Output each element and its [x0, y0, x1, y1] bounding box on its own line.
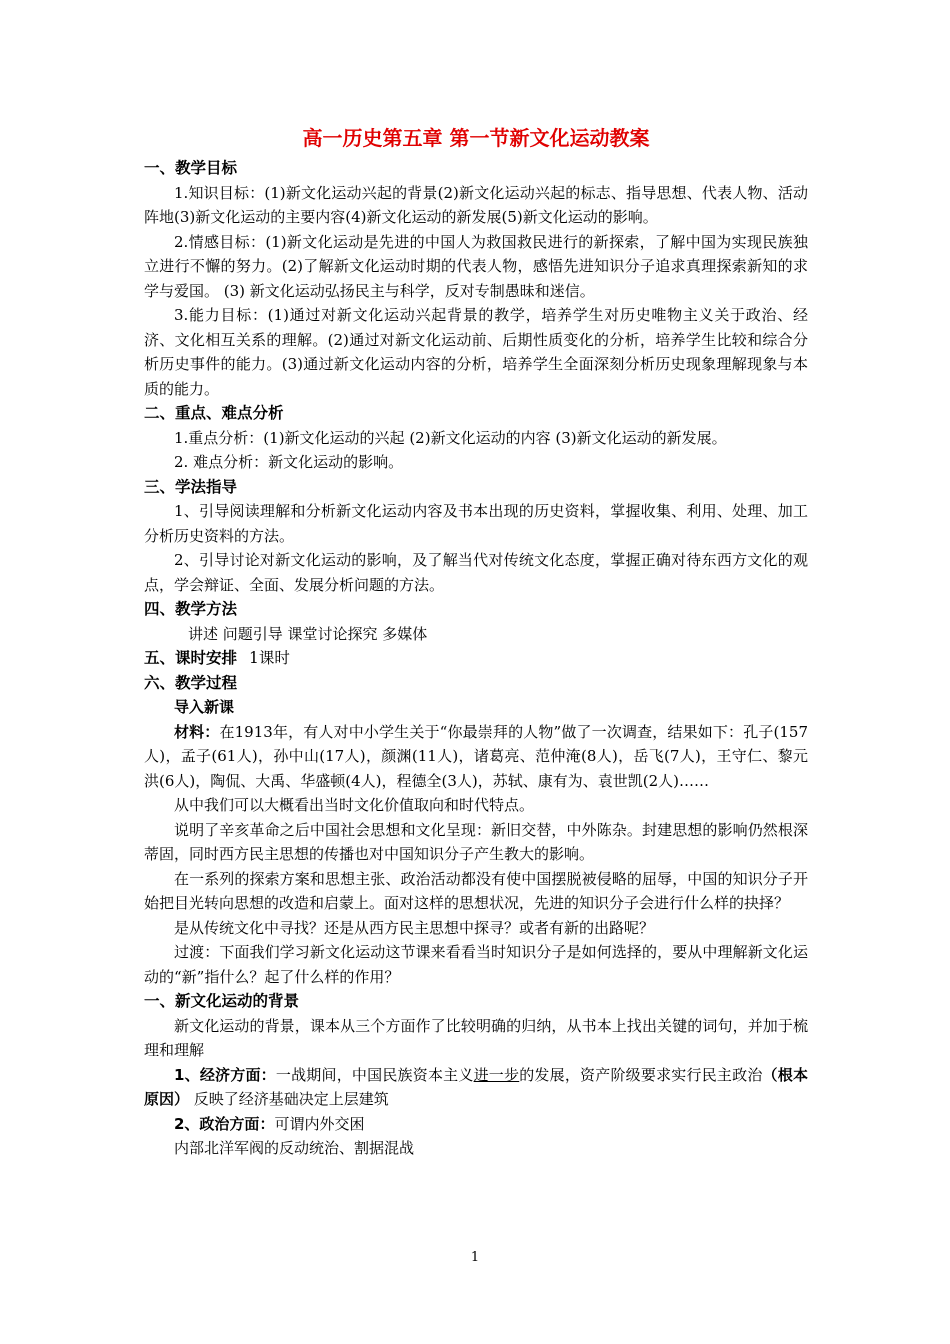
- paragraph-process-3: 在一系列的探索方案和思想主张、政治活动都没有使中国摆脱被侵略的屈辱，中国的知识分子开始把目光转向思想的改造和启蒙上。面对这样的思想状况，先进的知识分子会进行什么样的抉择？: [144, 869, 808, 912]
- economy-text-b: 的发展，资产阶级要求实行民主政治: [519, 1065, 763, 1084]
- schedule-value: 1课时: [249, 649, 290, 667]
- paragraph-background-intro: 新文化运动的背景，课本从三个方面作了比较明确的归纳，从书本上找出关键的词句，并加于梳理和理解: [144, 1016, 808, 1059]
- section-heading-schedule: [144, 646, 808, 671]
- paragraph-ability-goal: 3.能力目标：(1)通过对新文化运动兴起背景的教学，培养学生对历史唯物主义关于政治、经济、文化相互关系的理解。(2)通过对新文化运动前、后期性质变化的分析，培养学生比较和综合分析历史事件的能力。(3)通过新文化运动内容的分析，培养学生全面深刻分析历史现象理解现象与本质的能力。: [144, 306, 808, 398]
- paragraph-politics-detail: 内部北洋军阀的反动统治、割据混战: [174, 1139, 415, 1157]
- section-heading-objectives: 一、教学目标: [144, 159, 238, 177]
- paragraph-methods: 讲述 问题引导 课堂讨论探究 多媒体: [188, 624, 428, 643]
- paragraph-politics: [144, 1112, 808, 1137]
- document-page: [144, 118, 808, 1161]
- paragraph-process-4: 是从传统文化中寻找？还是从西方民主思想中探寻？或者有新的出路呢？: [174, 918, 655, 937]
- paragraph-emotion-goal: 2.情感目标：(1)新文化运动是先进的中国人为救国救民进行的新探索，了解中国为实现民族独立进行不懈的努力。(2)了解新文化运动时期的代表人物，感悟先进知识分子追求真理探索新知的求学与爱国。 (3) 新文化运动弘扬民主与科学，反对专制愚昧和迷信。: [144, 232, 808, 300]
- material-text: 在1913年，有人对中小学生关于“你最崇拜的人物”做了一次调查，结果如下：孔子(157人)，孟子(61人)，孙中山(17人)，颜渊(11人)，诸葛亮、范仲淹(8人)，岳飞(7人)，王守仁、黎元洪(6人)，陶侃、大禹、华盛顿(4人)，程德全(3人)，苏轼、康有为、袁世凯(2人)……: [144, 722, 808, 790]
- paragraph-difficulty-analysis: 2. 难点分析：新文化运动的影响。: [174, 453, 404, 471]
- material-label: 材料：: [174, 722, 220, 741]
- section-heading-methods: 四、教学方法: [144, 600, 238, 618]
- paragraph-process-5: 过渡：下面我们学习新文化运动这节课来看看当时知识分子是如何选择的，要从中理解新文化运动的“新”指什么？起了什么样的作用？: [144, 943, 808, 986]
- politics-label: 2、政治方面：: [174, 1114, 275, 1133]
- paragraph-process-1: 从中我们可以大概看出当时文化价值取向和时代特点。: [174, 796, 535, 814]
- economy-text-c: 反映了经济基础决定上层建筑: [189, 1090, 389, 1108]
- paragraph-process-2: 说明了辛亥革命之后中国社会思想和文化呈现：新旧交替，中外陈杂。封建思想的影响仍然根深蒂固，同时西方民主思想的传播也对中国知识分子产生教大的影响。: [144, 820, 808, 863]
- document-title: 高一历史第五章 第一节新文化运动教案: [302, 126, 650, 150]
- section-heading-process: 六、教学过程: [144, 673, 238, 692]
- section-heading-key-points: 二、重点、难点分析: [144, 404, 284, 422]
- economy-root-cause: （根本原因）: [144, 1065, 808, 1108]
- schedule-label: 五、课时安排: [144, 649, 238, 667]
- paragraph-key-analysis: 1.重点分析：(1)新文化运动的兴起 (2)新文化运动的内容 (3)新文化运动的新发展。: [174, 428, 727, 447]
- paragraph-study-guide-2: 2、引导讨论对新文化运动的影响，及了解当代对传统文化态度，掌握正确对待东西方文化的观点，学会辩证、全面、发展分析问题的方法。: [144, 551, 808, 594]
- page-number: 1: [470, 1250, 480, 1265]
- subheading-intro: 导入新课: [174, 698, 235, 716]
- economy-text-underlined: 进一步: [473, 1065, 520, 1084]
- paragraph-knowledge-goal: 1.知识目标：(1)新文化运动兴起的背景(2)新文化运动兴起的标志、指导思想、代表人物、活动阵地(3)新文化运动的主要内容(4)新文化运动的新发展(5)新文化运动的影响。: [144, 183, 808, 226]
- paragraph-material: [144, 720, 808, 794]
- section-heading-background: 一、新文化运动的背景: [144, 992, 300, 1010]
- politics-text: 可谓内外交困: [274, 1114, 365, 1133]
- paragraph-economy: [144, 1063, 808, 1112]
- economy-label: 1、经济方面：: [174, 1065, 276, 1084]
- economy-text-a: 一战期间，中国民族资本主义: [275, 1065, 474, 1084]
- section-heading-study-guide: 三、学法指导: [144, 477, 238, 496]
- paragraph-study-guide-1: 1、引导阅读理解和分析新文化运动内容及书本出现的历史资料，掌握收集、利用、处理、加工分析历史资料的方法。: [144, 502, 808, 545]
